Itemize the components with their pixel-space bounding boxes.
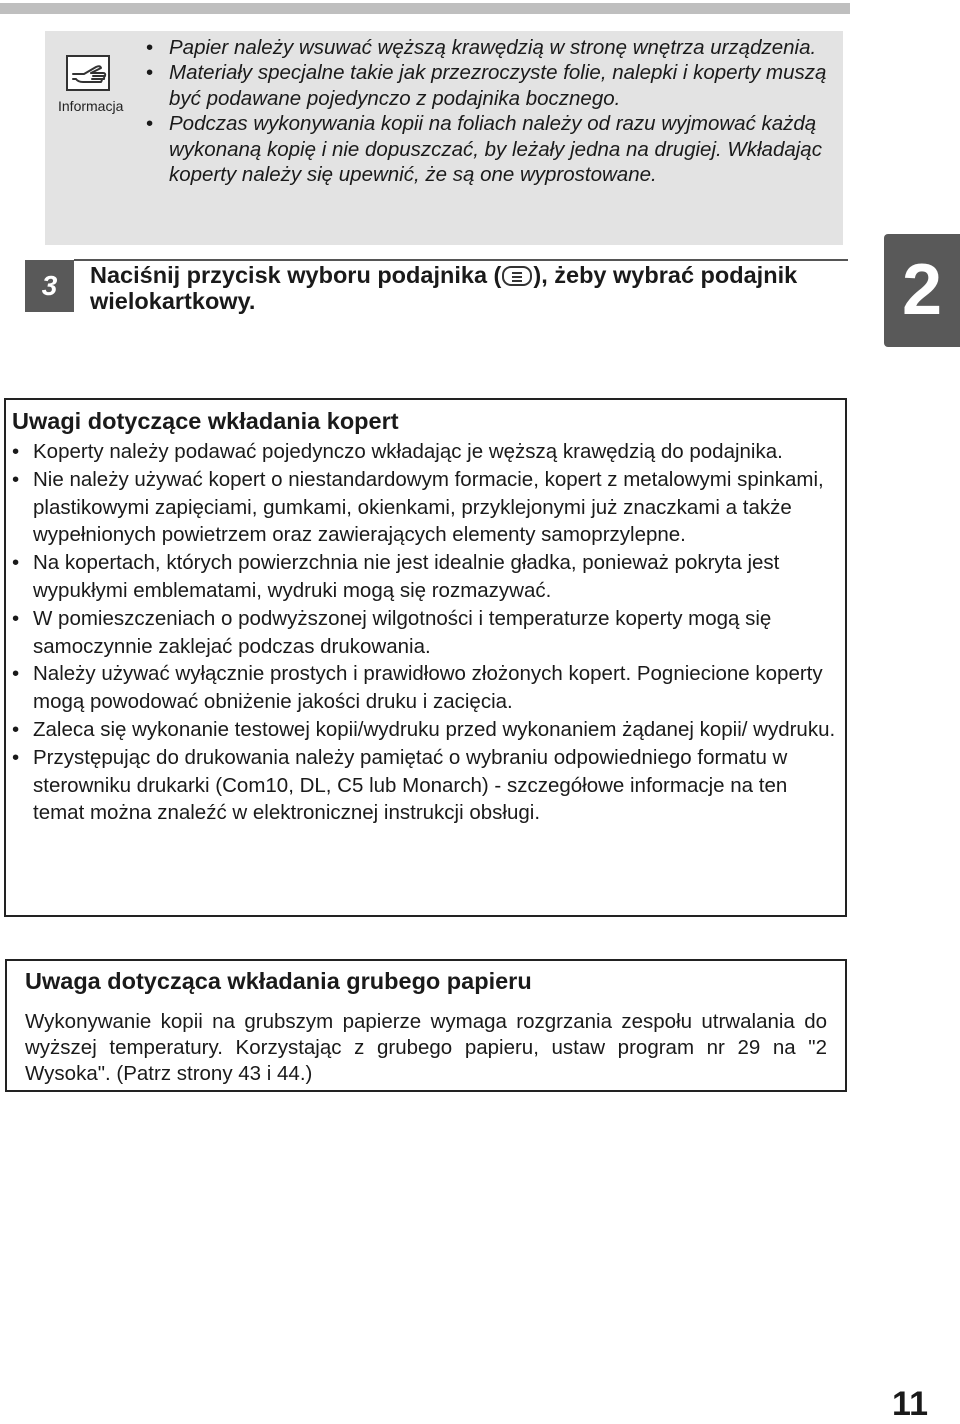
page-number: 11	[892, 1385, 928, 1423]
list-item: • W pomieszczeniach o podwyższonej wilgotności i temperaturze koperty mogą się samoczynnie zaklejać podczas drukowania.	[10, 605, 840, 661]
step-rule	[74, 259, 848, 261]
pointing-hand-icon	[66, 55, 110, 91]
list-item: • Koperty należy podawać pojedynczo wkładając je węższą krawędzią do podajnika.	[10, 438, 840, 466]
header-rule	[0, 3, 850, 14]
step-number: 3	[25, 260, 74, 312]
step-text-after: ), żeby wybrać podajnik wielokartkowy.	[90, 262, 798, 314]
list-item: • Przystępując do drukowania należy pamiętać o wybraniu odpowiedniego formatu w sterowniku drukarki (Com10, DL, C5 lub Monarch) - szczegółowe informacje na ten temat można znaleźć w elektronicznej instrukcji obsługi.	[10, 744, 840, 827]
list-item: • Materiały specjalne takie jak przezroczyste folie, nalepki i koperty muszą być podawane pojedynczo z podajnika bocznego.	[145, 60, 835, 111]
information-note	[45, 31, 843, 245]
information-list	[145, 35, 835, 187]
list-item: • Podczas wykonywania kopii na foliach należy od razu wyjmować każdą wykonaną kopię i nie dopuszczać, by leżały jedna na drugiej. Wkładając koperty należy się upewnić, że są one wyprostowane.	[145, 111, 835, 187]
step-text-before: Naciśnij przycisk wyboru podajnika (	[90, 262, 502, 288]
list-item: • Nie należy używać kopert o niestandardowym formacie, kopert z metalowymi spinkami, plastikowymi zapięciami, gumkami, okienkami, przyklejonymi już znaczkami a także wypełnionych powietrzem oraz zawierających elementy samoprzylepne.	[10, 466, 840, 549]
thick-paper-note-title: Uwaga dotycząca wkładania grubego papieru	[25, 968, 532, 994]
step-instruction	[90, 262, 830, 314]
thick-paper-note-box	[5, 959, 847, 1092]
thick-paper-note-body: Wykonywanie kopii na grubszym papierze wymaga rozgrzania zespołu utrwalania do wyższej temperatury. Korzystając z grubego papieru, ustaw program nr 29 na "2 Wysoka". (Patrz strony 43 i 44.)	[25, 1010, 827, 1085]
envelope-notes-title: Uwagi dotyczące wkładania kopert	[12, 408, 399, 434]
envelope-notes-list	[10, 438, 840, 827]
information-label: Informacja	[58, 98, 124, 114]
list-item: • Należy używać wyłącznie prostych i prawidłowo złożonych kopert. Pogniecione koperty mogą powodować obniżenie jakości druku i zacięcia.	[10, 660, 840, 716]
paper-tray-select-icon	[502, 266, 532, 286]
chapter-tab: 2	[884, 234, 960, 347]
list-item: • Zaleca się wykonanie testowej kopii/wydruku przed wykonaniem żądanej kopii/ wydruku.	[10, 716, 840, 744]
list-item: • Papier należy wsuwać węższą krawędzią w stronę wnętrza urządzenia.	[145, 35, 835, 60]
envelope-notes-box	[4, 398, 847, 917]
list-item: • Na kopertach, których powierzchnia nie jest idealnie gładka, ponieważ pokryta jest wypukłymi emblematami, wydruki mogą się rozmazywać.	[10, 549, 840, 605]
